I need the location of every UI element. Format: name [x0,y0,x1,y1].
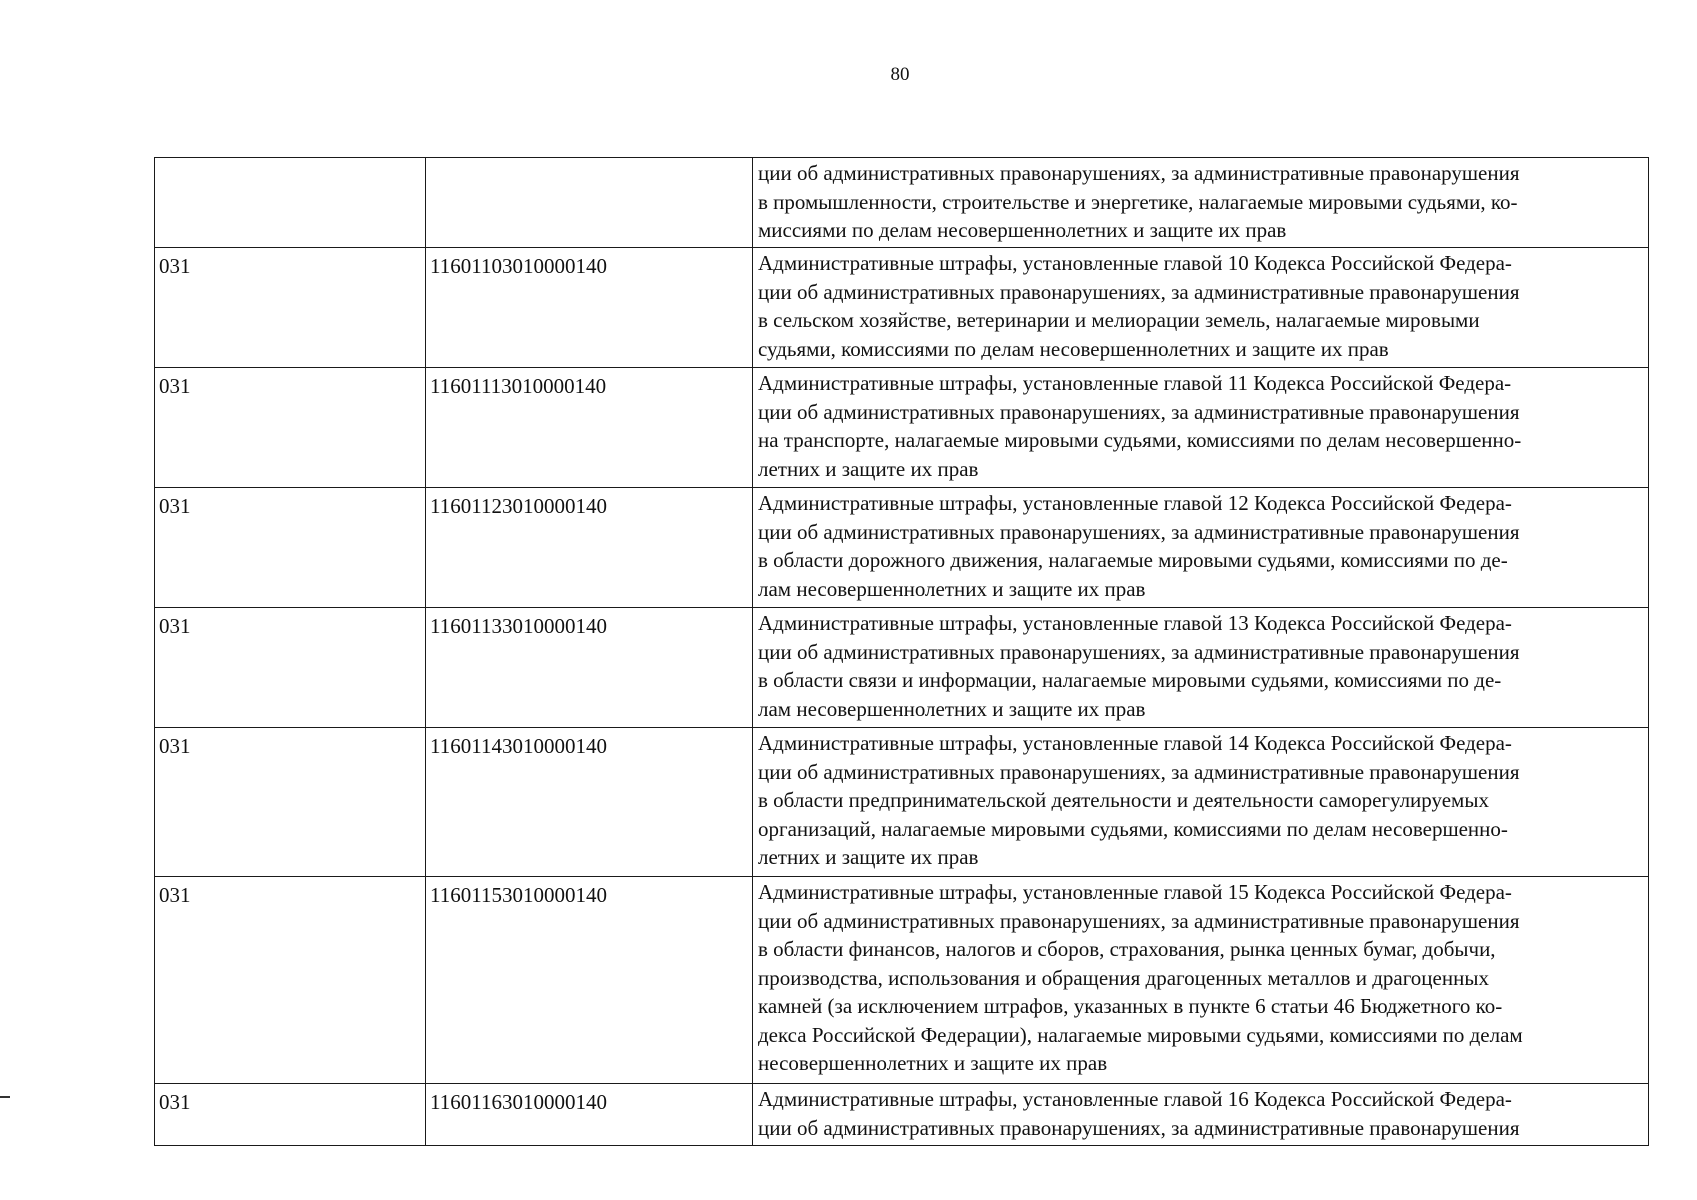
description-cell [758,159,1520,245]
admin-code-cell: 031 [159,494,191,518]
budget-codes-table [154,157,1649,1146]
description-line: летних и защите их прав [758,845,979,869]
description-cell [758,1085,1520,1142]
description-line: ции об административных правонарушениях, за административные правонарушения [758,759,1520,784]
description-line: в промышленности, строительстве и энергетике, налагаемые мировыми судьями, ко- [758,189,1518,214]
description-line: декса Российской Федерации), налагаемые мировыми судьями, комиссиями по делам [758,1022,1523,1047]
budget-code-cell: 11601143010000140 [430,734,607,758]
description-cell [758,729,1520,872]
admin-code-cell: 031 [159,734,191,758]
table-row [155,368,1648,488]
description-cell [758,878,1523,1078]
margin-dash [0,1096,10,1098]
description-line: ции об административных правонарушениях, за административные правонарушения [758,279,1520,304]
description-line: ции об административных правонарушениях, за административные правонарушения [758,519,1520,544]
table-row [155,488,1648,608]
description-line: судьями, комиссиями по делам несовершеннолетних и защите их прав [758,336,1389,361]
description-line: в области связи и информации, налагаемые мировыми судьями, комиссиями по де- [758,668,1502,692]
description-line: Административные штрафы, установленные главой 10 Кодекса Российской Федера- [758,251,1512,275]
budget-code-cell: 11601163010000140 [430,1090,607,1114]
description-line: в области дорожного движения, налагаемые мировыми судьями, комиссиями по де- [758,548,1508,572]
description-line: Административные штрафы, установленные главой 12 Кодекса Российской Федера- [758,491,1512,515]
description-line: Административные штрафы, установленные главой 15 Кодекса Российской Федера- [758,880,1512,904]
description-line: ции об административных правонарушениях, за административные правонарушения [758,639,1520,664]
description-line: ции об административных правонарушениях, за административные правонарушения [758,908,1520,933]
description-line: на транспорте, налагаемые мировыми судьями, комиссиями по делам несовершенно- [758,428,1522,452]
budget-code-cell: 11601123010000140 [430,494,607,518]
description-line: лам несовершеннолетних и защите их прав [758,576,1146,601]
budget-code-cell: 11601113010000140 [430,374,607,398]
description-line: в области предпринимательской деятельности и деятельности саморегулируемых [758,788,1489,812]
table-row [155,158,1648,248]
page-number: 80 [890,64,910,85]
description-line: организаций, налагаемые мировыми судьями, комиссиями по делам несовершенно- [758,816,1508,841]
description-cell [758,249,1520,363]
admin-code-cell: 031 [159,614,191,638]
description-cell [758,609,1520,723]
description-line: ции об административных правонарушениях, за административные правонарушения [758,399,1520,424]
budget-code-cell: 11601133010000140 [430,614,607,638]
admin-code-cell: 031 [159,1090,191,1114]
description-line: в сельском хозяйстве, ветеринарии и мелиорации земель, налагаемые мировыми [758,308,1480,332]
description-line: миссиями по делам несовершеннолетних и защите их прав [758,218,1287,242]
description-line: ции об административных правонарушениях, за административные правонарушения [758,1115,1520,1140]
table-row [155,1084,1648,1147]
admin-code-cell: 031 [159,254,191,278]
description-line: лам несовершеннолетних и защите их прав [758,696,1146,721]
description-line: Административные штрафы, установленные главой 14 Кодекса Российской Федера- [758,731,1512,755]
description-line: Административные штрафы, установленные главой 16 Кодекса Российской Федера- [758,1087,1512,1111]
description-line: Административные штрафы, установленные главой 11 Кодекса Российской Федера- [758,371,1512,395]
description-cell [758,369,1521,483]
description-line: несовершеннолетних и защите их прав [758,1051,1108,1075]
description-line: летних и защите их прав [758,456,979,481]
table-row [155,728,1648,877]
budget-code-cell: 11601103010000140 [430,254,607,278]
description-line: камней (за исключением штрафов, указанных в пункте 6 статьи 46 Бюджетного ко- [758,994,1503,1018]
table-row [155,248,1648,368]
table-row [155,608,1648,728]
admin-code-cell: 031 [159,883,191,907]
description-line: производства, использования и обращения драгоценных металлов и драгоценных [758,965,1489,990]
description-line: ции об административных правонарушениях, за административные правонарушения [758,161,1520,185]
admin-code-cell: 031 [159,374,191,398]
table-row [155,877,1648,1084]
description-cell [758,489,1520,603]
description-line: Административные штрафы, установленные главой 13 Кодекса Российской Федера- [758,611,1512,635]
budget-code-cell: 11601153010000140 [430,883,607,907]
description-line: в области финансов, налогов и сборов, страхования, рынка ценных бумаг, добычи, [758,937,1496,961]
